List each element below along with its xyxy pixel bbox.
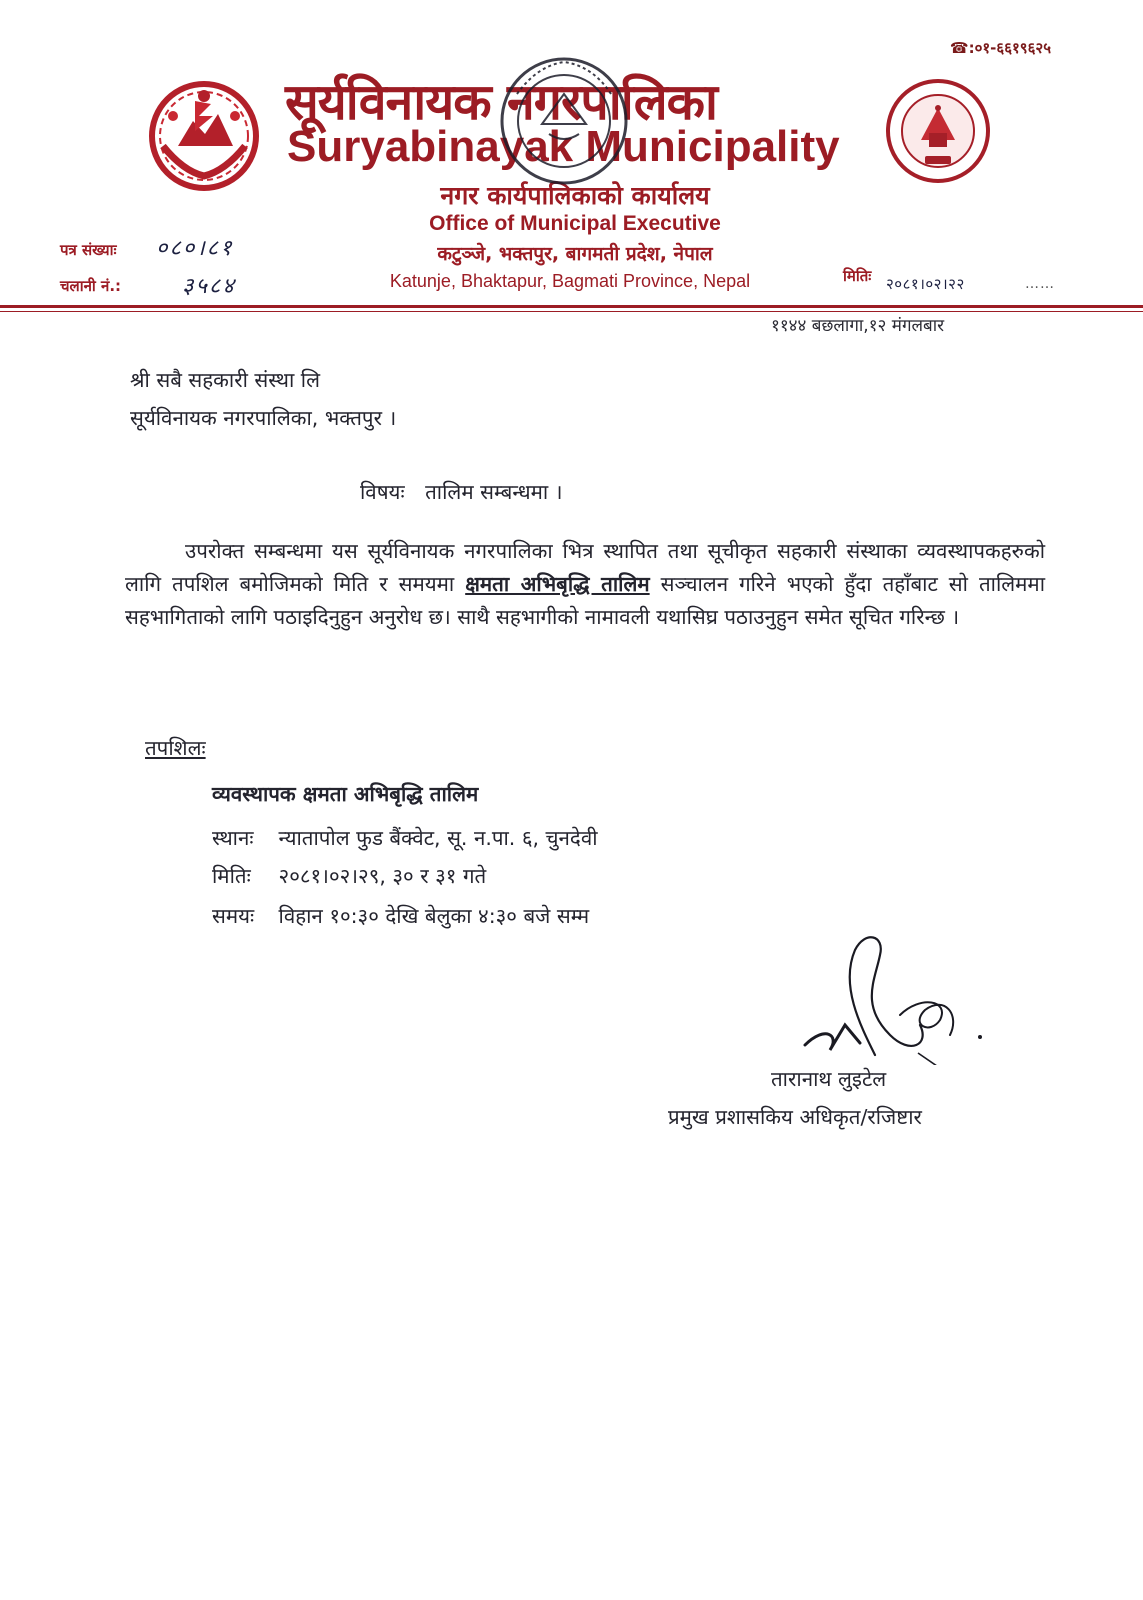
venue-label: स्थानः xyxy=(212,826,254,850)
chalani-label: चलानी नं.: xyxy=(60,277,122,295)
official-stamp-icon xyxy=(497,54,632,189)
venue-value: न्यातापोल फुड बैंक्वेट, सू. न.पा. ६, चुनदेवी xyxy=(278,826,598,850)
subject-text: तालिम सम्बन्धमा । xyxy=(425,480,563,504)
subject-line xyxy=(360,477,562,507)
date-value: २०८१।०२।२२ xyxy=(886,275,965,293)
municipality-title-english: Suryabinayak Municipality xyxy=(287,122,840,171)
venue-row xyxy=(212,823,598,853)
letter-body-paragraph xyxy=(125,535,1045,634)
paragraph-highlight: क्षमता अभिबृद्धि तालिम xyxy=(465,572,650,596)
chalani-value: ३५८४ xyxy=(182,274,236,299)
schedule-date-value: २०८१।०२।२९, ३० र ३१ गते xyxy=(278,864,487,888)
handwritten-signature xyxy=(800,925,1000,1065)
schedule-heading: तपशिलः xyxy=(145,736,206,760)
signatory-name: तारानाथ लुइटेल xyxy=(771,1067,887,1091)
nepal-sambat-date: ११४४ बछलागा,१२ मंगलबार xyxy=(771,316,945,336)
municipality-seal-icon xyxy=(885,78,991,184)
office-title-nepali: नगर कार्यपालिकाको कार्यालय xyxy=(440,181,710,210)
addressee-line-2: सूर्यविनायक नगरपालिका, भक्तपुर । xyxy=(130,406,397,430)
subject-label: विषयः xyxy=(360,480,405,504)
schedule-date-label: मितिः xyxy=(212,864,251,888)
patra-sankhya-label: पत्र संख्याः xyxy=(60,241,117,259)
paragraph-part-2: सञ्चालन गरिने भएको हुँदा तहाँबाट सो तालिममा सहभागिताको लागि पठाइदिनुहुन अनुरोध छ। साथै सहभागीको नामावली यथासिघ्र पठाउनुहुन समेत सूचित गरिन्छ । xyxy=(125,572,1046,629)
date-label: मितिः xyxy=(843,267,872,285)
municipality-title-nepali: सूर्यविनायक नगरपालिका xyxy=(285,73,717,131)
phone-number: ☎:०१-६६१९६२५ xyxy=(949,39,1051,57)
date-dots: …… xyxy=(1025,276,1055,292)
address-english: Katunje, Bhaktapur, Bagmati Province, Nepal xyxy=(389,271,751,291)
signatory-title: प्रमुख प्रशासकिय अधिकृत/रजिष्टार xyxy=(668,1105,922,1129)
time-label: समयः xyxy=(212,904,255,928)
patra-sankhya-value: ०८०।८१ xyxy=(156,236,234,261)
office-title-english: Office of Municipal Executive xyxy=(429,212,721,235)
schedule-date-row xyxy=(212,861,486,891)
paragraph-part-1: उपरोक्त सम्बन्धमा यस सूर्यविनायक नगरपालिका भित्र स्थापित तथा सूचीकृत सहकारी संस्थाका व्यवस्थापकहरुको लागि तपशिल बमोजिमको मिति र समयमा xyxy=(125,539,1045,596)
header-rule xyxy=(0,305,1143,308)
time-row xyxy=(212,901,589,931)
nepal-emblem-icon xyxy=(143,76,265,194)
header-rule-thin xyxy=(0,311,1143,312)
training-title: व्यवस्थापक क्षमता अभिबृद्धि तालिम xyxy=(212,782,479,806)
address-nepali: कटुञ्जे, भक्तपुर, बागमती प्रदेश, नेपाल xyxy=(437,243,713,265)
time-value: विहान १०:३० देखि बेलुका ४:३० बजे सम्म xyxy=(278,904,590,928)
addressee-line-1: श्री सबै सहकारी संस्था लि xyxy=(130,368,320,392)
